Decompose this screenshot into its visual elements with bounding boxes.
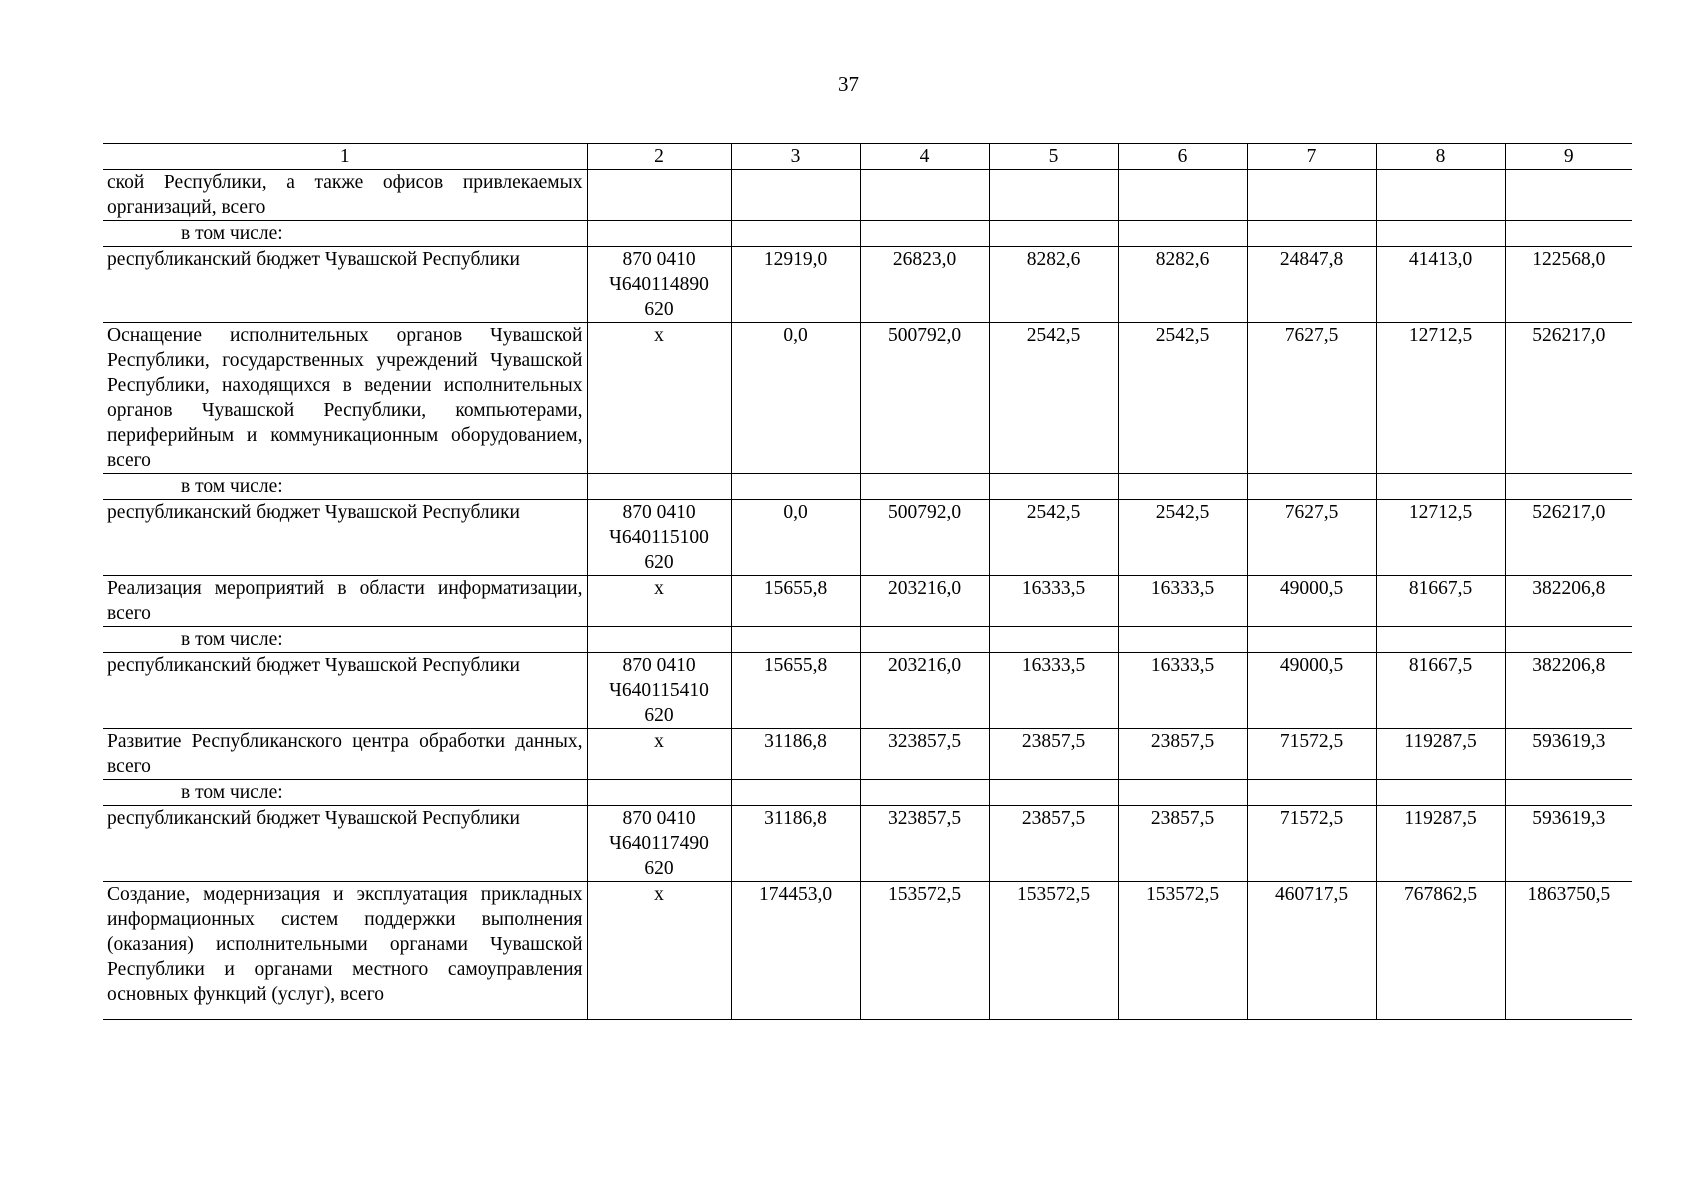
value-cell: 323857,5 [860, 806, 989, 882]
item-name: республиканский бюджет Чувашской Республики [103, 806, 587, 882]
value-cell: 23857,5 [989, 729, 1118, 780]
value-cell [860, 474, 989, 500]
budget-code: x [587, 882, 731, 1020]
item-name: республиканский бюджет Чувашской Республики [103, 500, 587, 576]
table-row [103, 806, 1632, 882]
subtotal-label: в том числе: [103, 780, 587, 806]
budget-code: x [587, 576, 731, 627]
value-cell: 12712,5 [1376, 500, 1505, 576]
budget-code: x [587, 323, 731, 474]
value-cell [1376, 170, 1505, 221]
budget-code: 870 0410 Ч640117490 620 [587, 806, 731, 882]
table-row [103, 653, 1632, 729]
table-row [103, 882, 1632, 1020]
budget-code: 870 0410 Ч640115100 620 [587, 500, 731, 576]
value-cell [1376, 627, 1505, 653]
value-cell: 526217,0 [1505, 500, 1632, 576]
value-cell [860, 170, 989, 221]
value-cell: 7627,5 [1247, 323, 1376, 474]
page-number: 37 [838, 72, 859, 96]
value-cell: 122568,0 [1505, 247, 1632, 323]
value-cell [731, 221, 860, 247]
column-header: 1 [103, 144, 587, 170]
value-cell: 203216,0 [860, 576, 989, 627]
table-row [103, 247, 1632, 323]
value-cell: 49000,5 [1247, 576, 1376, 627]
value-cell: 12712,5 [1376, 323, 1505, 474]
value-cell: 2542,5 [1118, 323, 1247, 474]
value-cell: 2542,5 [989, 500, 1118, 576]
value-cell: 31186,8 [731, 806, 860, 882]
value-cell [731, 780, 860, 806]
value-cell: 31186,8 [731, 729, 860, 780]
value-cell [1505, 221, 1632, 247]
value-cell: 26823,0 [860, 247, 989, 323]
value-cell [1505, 170, 1632, 221]
value-cell [989, 221, 1118, 247]
budget-code [587, 170, 731, 221]
value-cell: 203216,0 [860, 653, 989, 729]
value-cell [1505, 474, 1632, 500]
value-cell: 2542,5 [1118, 500, 1247, 576]
value-cell: 767862,5 [1376, 882, 1505, 1020]
table-row [103, 500, 1632, 576]
value-cell: 15655,8 [731, 653, 860, 729]
value-cell: 1863750,5 [1505, 882, 1632, 1020]
value-cell: 500792,0 [860, 500, 989, 576]
table-row [103, 323, 1632, 474]
value-cell: 382206,8 [1505, 653, 1632, 729]
item-name: республиканский бюджет Чувашской Республики [103, 247, 587, 323]
value-cell: 71572,5 [1247, 729, 1376, 780]
budget-code [587, 627, 731, 653]
value-cell [1247, 221, 1376, 247]
value-cell: 153572,5 [989, 882, 1118, 1020]
table-row [103, 170, 1632, 221]
value-cell [989, 780, 1118, 806]
value-cell: 323857,5 [860, 729, 989, 780]
value-cell [860, 780, 989, 806]
table-row [103, 780, 1632, 806]
value-cell: 71572,5 [1247, 806, 1376, 882]
value-cell [1247, 474, 1376, 500]
value-cell [1376, 221, 1505, 247]
value-cell: 500792,0 [860, 323, 989, 474]
value-cell: 81667,5 [1376, 653, 1505, 729]
value-cell: 16333,5 [989, 576, 1118, 627]
value-cell: 12919,0 [731, 247, 860, 323]
value-cell [1247, 627, 1376, 653]
subtotal-label: в том числе: [103, 221, 587, 247]
value-cell [989, 627, 1118, 653]
column-header: 5 [989, 144, 1118, 170]
budget-code [587, 780, 731, 806]
value-cell: 526217,0 [1505, 323, 1632, 474]
value-cell: 49000,5 [1247, 653, 1376, 729]
value-cell: 8282,6 [1118, 247, 1247, 323]
value-cell: 23857,5 [1118, 806, 1247, 882]
value-cell: 16333,5 [1118, 576, 1247, 627]
value-cell: 119287,5 [1376, 729, 1505, 780]
value-cell [860, 221, 989, 247]
budget-table [103, 143, 1632, 1020]
value-cell [1118, 627, 1247, 653]
item-name: ской Республики, а также офисов привлекаемых организаций, всего [103, 170, 587, 221]
value-cell [731, 474, 860, 500]
value-cell: 153572,5 [1118, 882, 1247, 1020]
table-row [103, 576, 1632, 627]
value-cell: 153572,5 [860, 882, 989, 1020]
column-header: 8 [1376, 144, 1505, 170]
item-name: Создание, модернизация и эксплуатация прикладных информационных систем поддержки выполнения (оказания) исполнительными органами Чувашской Республики и органами местного самоуправления основных функций (услуг), всего [103, 882, 587, 1020]
header-row [103, 144, 1632, 170]
value-cell: 41413,0 [1376, 247, 1505, 323]
value-cell: 81667,5 [1376, 576, 1505, 627]
value-cell: 593619,3 [1505, 806, 1632, 882]
value-cell: 593619,3 [1505, 729, 1632, 780]
value-cell: 119287,5 [1376, 806, 1505, 882]
budget-code: x [587, 729, 731, 780]
value-cell: 460717,5 [1247, 882, 1376, 1020]
value-cell: 23857,5 [989, 806, 1118, 882]
value-cell: 0,0 [731, 323, 860, 474]
value-cell [989, 170, 1118, 221]
value-cell [1118, 221, 1247, 247]
value-cell: 2542,5 [989, 323, 1118, 474]
value-cell: 382206,8 [1505, 576, 1632, 627]
value-cell [860, 627, 989, 653]
value-cell: 8282,6 [989, 247, 1118, 323]
value-cell: 174453,0 [731, 882, 860, 1020]
value-cell: 24847,8 [1247, 247, 1376, 323]
value-cell: 15655,8 [731, 576, 860, 627]
item-name: Реализация мероприятий в области информатизации, всего [103, 576, 587, 627]
item-name: республиканский бюджет Чувашской Республики [103, 653, 587, 729]
value-cell [1247, 170, 1376, 221]
value-cell [731, 170, 860, 221]
value-cell [989, 474, 1118, 500]
column-header: 6 [1118, 144, 1247, 170]
value-cell [1118, 474, 1247, 500]
value-cell [1505, 627, 1632, 653]
column-header: 7 [1247, 144, 1376, 170]
table-row [103, 729, 1632, 780]
value-cell: 23857,5 [1118, 729, 1247, 780]
value-cell: 7627,5 [1247, 500, 1376, 576]
column-header: 2 [587, 144, 731, 170]
table-row [103, 474, 1632, 500]
value-cell [731, 627, 860, 653]
budget-code: 870 0410 Ч640114890 620 [587, 247, 731, 323]
value-cell [1118, 170, 1247, 221]
budget-code [587, 221, 731, 247]
table-row [103, 221, 1632, 247]
table-row [103, 627, 1632, 653]
item-name: Оснащение исполнительных органов Чувашской Республики, государственных учреждений Чувашской Республики, находящихся в ведении исполнительных органов Чувашской Республики, компьютерами, периферийным и коммуникационным оборудованием, всего [103, 323, 587, 474]
budget-code [587, 474, 731, 500]
column-header: 9 [1505, 144, 1632, 170]
value-cell: 16333,5 [989, 653, 1118, 729]
value-cell [1247, 780, 1376, 806]
column-header: 4 [860, 144, 989, 170]
value-cell [1118, 780, 1247, 806]
item-name: Развитие Республиканского центра обработки данных, всего [103, 729, 587, 780]
subtotal-label: в том числе: [103, 474, 587, 500]
subtotal-label: в том числе: [103, 627, 587, 653]
value-cell: 0,0 [731, 500, 860, 576]
value-cell [1376, 780, 1505, 806]
value-cell [1505, 780, 1632, 806]
column-header: 3 [731, 144, 860, 170]
value-cell [1376, 474, 1505, 500]
budget-code: 870 0410 Ч640115410 620 [587, 653, 731, 729]
value-cell: 16333,5 [1118, 653, 1247, 729]
